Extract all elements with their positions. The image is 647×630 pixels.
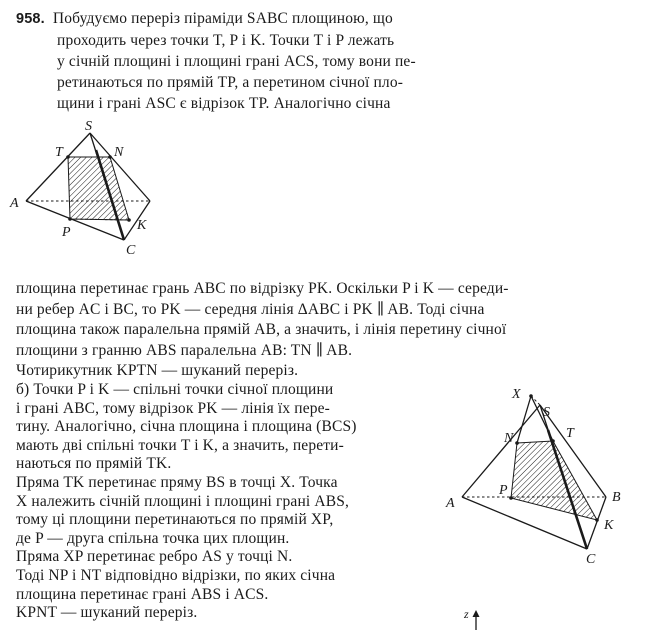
label-K-a: K bbox=[137, 218, 147, 233]
text-line-8: площина також паралельна прямій AB, а значить, і лінія перетину січної bbox=[16, 321, 507, 338]
text-line-3: у січній площині і площині грані ACS, тому вони пе- bbox=[57, 53, 416, 70]
line-XN bbox=[517, 396, 531, 443]
text-line-2: проходить через точки T, P і K. Точки T і P лежать bbox=[57, 32, 395, 49]
label-C-b: C bbox=[586, 552, 596, 567]
label-X-b: X bbox=[512, 387, 521, 402]
text-line-21: Тоді NP і NT відповідно відрізки, по яких січна bbox=[16, 567, 336, 584]
text-line-12: і грані ABC, тому відрізок PK — лінія їх пере- bbox=[16, 399, 330, 417]
text-line-20: Пряма XP перетинає ребро AS у точці N. bbox=[16, 548, 293, 566]
text-line-22: площина перетинає грані ABS і ACS. bbox=[16, 585, 269, 603]
label-N-a: N bbox=[114, 145, 124, 160]
text-line-18: тому ці площини перетинаються по прямій XP, bbox=[16, 511, 334, 529]
label-T-b: T bbox=[566, 426, 574, 441]
text-line-1: 958. Побудуємо переріз піраміди SABC площиною, що bbox=[16, 10, 393, 27]
text-line-5: щини і грані ASC є відрізок TP. Аналогічно січна bbox=[57, 95, 391, 112]
label-A-b: A bbox=[446, 496, 455, 511]
problem-number: 958. bbox=[16, 11, 45, 27]
text-line-10: Чотирикутник KPTN — шуканий переріз. bbox=[16, 362, 299, 379]
text-line-7: ни ребер AC і BC, то PK — середня лінія ΔABC і PK ∥ AB. Тоді січна bbox=[16, 301, 485, 318]
label-S-b: S bbox=[543, 405, 550, 420]
label-C-a: C bbox=[126, 243, 136, 258]
z-axis-arrowhead bbox=[473, 610, 480, 617]
text-line-15: наються по прямій TK. bbox=[16, 455, 172, 473]
text-line-14: мають дві спільні точки T і K, а значить, перети- bbox=[16, 436, 344, 454]
text-line-9: площини з гранню ABS паралельна AB: TN ∥ AB. bbox=[16, 342, 353, 359]
label-z: z bbox=[464, 607, 469, 621]
section-b bbox=[511, 441, 597, 520]
label-P-a: P bbox=[62, 225, 71, 240]
text-line-19: де P — друга спільна точка цих площин. bbox=[16, 529, 290, 547]
label-A-a: A bbox=[10, 196, 19, 211]
text-line-23: KPNT — шуканий переріз. bbox=[16, 604, 198, 622]
text-line-11: б) Точки P і K — спільні точки січної площини bbox=[16, 381, 334, 398]
text-line-16: Пряма TK перетинає пряму BS в точці X. Точка bbox=[16, 474, 338, 491]
label-K-b: K bbox=[604, 518, 614, 533]
label-T-a: T bbox=[55, 145, 63, 160]
label-P-b: P bbox=[499, 483, 508, 498]
text-line-6: площина перетинає грань ABC по відрізку PK. Оскільки P і K — середи- bbox=[16, 280, 509, 297]
label-N-b: N bbox=[504, 431, 514, 446]
text-line-13: тину. Аналогічно, січна площина і площина (BCS) bbox=[16, 418, 357, 436]
label-S-a: S bbox=[85, 119, 92, 134]
text-line-17: X належить січній площині і площині грані ABS, bbox=[16, 492, 350, 510]
label-B-b: B bbox=[612, 490, 621, 505]
text-line-4: ретинаються по прямій TP, а перетином січної пло- bbox=[57, 74, 404, 91]
